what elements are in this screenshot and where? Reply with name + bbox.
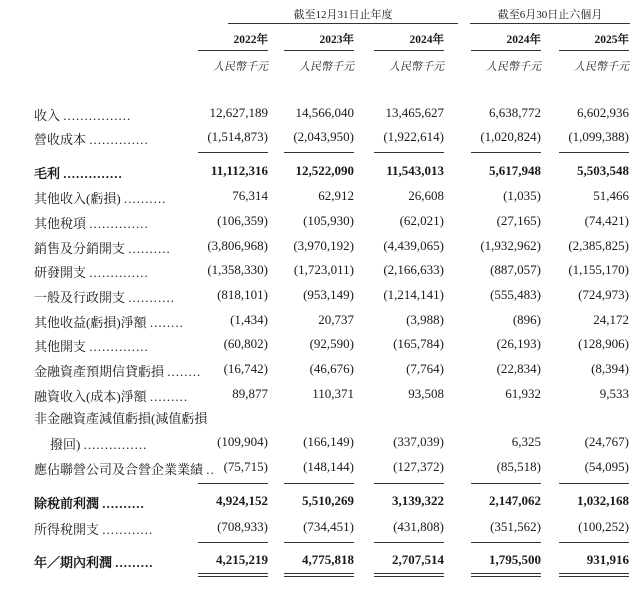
value-cell: (7,764): [406, 361, 444, 376]
value-cell: 14,566,040: [295, 105, 354, 120]
value-cell: 1,795,500: [489, 552, 541, 567]
table-row: [0, 432, 640, 454]
value-cell: 5,510,269: [302, 493, 354, 508]
subtotal-rule: [198, 542, 268, 543]
leader-dots: ........: [149, 315, 184, 330]
subtotal-rule: [284, 542, 354, 543]
table-row: [0, 127, 640, 149]
value-cell: (1,155,170): [568, 262, 629, 277]
value-cell: (106,359): [217, 213, 268, 228]
subtotal-rule: [284, 152, 354, 153]
value-cell: 6,638,772: [489, 105, 541, 120]
year-header: 2024年: [506, 34, 541, 46]
row-label: 撥回) ...............: [50, 437, 148, 452]
year-header-underline: [284, 50, 354, 51]
row-label: 融資收入(成本)淨額 .........: [34, 389, 189, 404]
value-cell: (3,806,968): [207, 238, 268, 253]
value-cell: (8,394): [591, 361, 629, 376]
value-cell: (27,165): [496, 213, 541, 228]
row-label: 所得稅開支 ............: [34, 522, 154, 537]
value-cell: (92,590): [309, 336, 354, 351]
value-cell: (337,039): [393, 434, 444, 449]
year-header-underline: [374, 50, 444, 51]
value-cell: 4,215,219: [216, 552, 268, 567]
table-row: [0, 186, 640, 208]
value-cell: (555,483): [490, 287, 541, 302]
value-cell: (4,439,065): [383, 238, 444, 253]
value-cell: (24,767): [584, 434, 629, 449]
value-cell: 20,737: [318, 312, 354, 327]
leader-dots: ..............: [89, 339, 149, 354]
value-cell: 76,314: [232, 188, 268, 203]
value-cell: 89,877: [232, 386, 268, 401]
header-group-half-line: [470, 23, 630, 24]
value-cell: (1,214,141): [383, 287, 444, 302]
year-header-underline: [471, 50, 541, 51]
header-group-annual: 截至12月31日止年度: [293, 9, 393, 21]
value-cell: 6,325: [511, 434, 541, 449]
table-row: [0, 550, 640, 572]
row-label: 一般及行政開支 ...........: [34, 290, 176, 305]
value-cell: (1,099,388): [568, 129, 629, 144]
row-label: 金融資產預期信貸虧損 ........: [34, 364, 202, 379]
value-cell: 3,139,322: [392, 493, 444, 508]
value-cell: (708,933): [217, 519, 268, 534]
header-group-half: 截至6月30日止六個月: [497, 9, 603, 21]
value-cell: 4,775,818: [302, 552, 354, 567]
subtotal-rule: [198, 483, 268, 484]
row-label: 營收成本 ..............: [34, 132, 149, 147]
table-row: [0, 161, 640, 183]
value-cell: (105,930): [303, 213, 354, 228]
leader-dots: ..............: [89, 216, 149, 231]
table-row: [0, 457, 640, 479]
value-cell: (128,906): [578, 336, 629, 351]
subtotal-rule: [471, 152, 541, 153]
leader-dots: ........: [167, 364, 202, 379]
value-cell: (734,451): [303, 519, 354, 534]
row-label: 毛利 ..............: [34, 166, 123, 181]
value-cell: 4,924,152: [216, 493, 268, 508]
value-cell: (26,193): [496, 336, 541, 351]
double-underline: [374, 573, 444, 577]
value-cell: 11,543,013: [386, 163, 444, 178]
table-row: [0, 359, 640, 381]
row-label: 其他開支 ..............: [34, 339, 149, 354]
value-cell: (62,021): [399, 213, 444, 228]
table-row: [0, 406, 640, 428]
value-cell: 93,508: [408, 386, 444, 401]
value-cell: 6,602,936: [577, 105, 629, 120]
value-cell: (1,723,011): [293, 262, 354, 277]
leader-dots: .........: [149, 389, 189, 404]
value-cell: (351,562): [490, 519, 541, 534]
double-underline: [284, 573, 354, 577]
subtotal-rule: [559, 483, 629, 484]
value-cell: (109,904): [217, 434, 268, 449]
value-cell: (75,715): [223, 459, 268, 474]
value-cell: (953,149): [303, 287, 354, 302]
subtotal-rule: [559, 152, 629, 153]
value-cell: 2,147,062: [489, 493, 541, 508]
double-underline: [198, 573, 268, 577]
value-cell: 9,533: [599, 386, 629, 401]
double-underline: [471, 573, 541, 577]
leader-dots: ................: [63, 108, 132, 123]
value-cell: 110,371: [312, 386, 354, 401]
value-cell: 2,707,514: [392, 552, 444, 567]
value-cell: 26,608: [408, 188, 444, 203]
value-cell: (85,518): [496, 459, 541, 474]
table-row: [0, 236, 640, 258]
subtotal-rule: [284, 483, 354, 484]
leader-dots: ..........: [128, 241, 171, 256]
value-cell: (1,020,824): [480, 129, 541, 144]
value-cell: (3,988): [406, 312, 444, 327]
value-cell: (3,970,192): [293, 238, 354, 253]
value-cell: (1,358,330): [207, 262, 268, 277]
value-cell: (74,421): [584, 213, 629, 228]
table-row: [0, 285, 640, 307]
subtotal-rule: [559, 542, 629, 543]
row-label: 除稅前利潤 ..........: [34, 496, 145, 511]
value-cell: 11,112,316: [210, 163, 268, 178]
year-header: 2023年: [319, 34, 354, 46]
subtotal-rule: [374, 542, 444, 543]
row-label: 非金融資產減值虧損(減值虧損: [34, 411, 208, 426]
table-row: [0, 334, 640, 356]
row-label: 年／期內利潤 .........: [34, 555, 154, 570]
value-cell: 51,466: [593, 188, 629, 203]
leader-dots: ..: [206, 462, 215, 477]
subtotal-rule: [471, 483, 541, 484]
row-label: 收入 ................: [34, 108, 132, 123]
value-cell: 5,503,548: [577, 163, 629, 178]
leader-dots: ..............: [63, 166, 123, 181]
year-header-underline: [198, 50, 268, 51]
leader-dots: ..........: [123, 191, 167, 206]
row-label: 其他稅項 ..............: [34, 216, 149, 231]
value-cell: (148,144): [303, 459, 354, 474]
value-cell: 12,522,090: [295, 163, 354, 178]
table-row: [0, 103, 640, 125]
value-cell: (431,808): [393, 519, 444, 534]
year-header: 2022年: [233, 34, 268, 46]
subtotal-rule: [374, 152, 444, 153]
value-cell: (818,101): [217, 287, 268, 302]
leader-dots: ...............: [83, 437, 148, 452]
value-cell: 61,932: [505, 386, 541, 401]
value-cell: (724,973): [578, 287, 629, 302]
value-cell: (16,742): [223, 361, 268, 376]
value-cell: 1,032,168: [577, 493, 629, 508]
value-cell: (1,434): [230, 312, 268, 327]
subtotal-rule: [471, 542, 541, 543]
unit-label: 人民幣千元: [299, 61, 354, 73]
row-label: 研發開支 ..............: [34, 265, 149, 280]
table-row: [0, 310, 640, 332]
value-cell: (165,784): [393, 336, 444, 351]
leader-dots: ..............: [89, 265, 149, 280]
value-cell: (1,922,614): [383, 129, 444, 144]
double-underline: [559, 573, 629, 577]
value-cell: 13,465,627: [385, 105, 444, 120]
value-cell: 62,912: [318, 188, 354, 203]
row-label: 其他收入(虧損) ..........: [34, 191, 167, 206]
value-cell: (54,095): [584, 459, 629, 474]
subtotal-rule: [374, 483, 444, 484]
table-row: [0, 211, 640, 233]
leader-dots: .........: [115, 555, 154, 570]
leader-dots: ..........: [102, 496, 145, 511]
table-row: [0, 517, 640, 539]
value-cell: (127,372): [393, 459, 444, 474]
unit-label: 人民幣千元: [389, 61, 444, 73]
unit-label: 人民幣千元: [574, 61, 629, 73]
table-row: [0, 260, 640, 282]
year-header: 2024年: [409, 34, 444, 46]
value-cell: (60,802): [223, 336, 268, 351]
value-cell: (166,149): [303, 434, 354, 449]
value-cell: (2,385,825): [568, 238, 629, 253]
unit-label: 人民幣千元: [486, 61, 541, 73]
value-cell: (887,057): [490, 262, 541, 277]
row-label: 其他收益(虧損)淨額 ........: [34, 315, 184, 330]
subtotal-rule: [198, 152, 268, 153]
leader-dots: ...........: [128, 290, 176, 305]
value-cell: (46,676): [309, 361, 354, 376]
value-cell: (2,043,950): [293, 129, 354, 144]
value-cell: (1,932,962): [480, 238, 541, 253]
leader-dots: ............: [102, 522, 154, 537]
value-cell: (1,514,873): [207, 129, 268, 144]
value-cell: 931,916: [586, 552, 629, 567]
value-cell: (1,035): [503, 188, 541, 203]
value-cell: (100,252): [578, 519, 629, 534]
value-cell: (896): [512, 312, 541, 327]
year-header: 2025年: [594, 34, 629, 46]
value-cell: 12,627,189: [209, 105, 268, 120]
unit-label: 人民幣千元: [213, 61, 268, 73]
table-row: [0, 491, 640, 513]
year-header-underline: [559, 50, 629, 51]
row-label: 應佔聯營公司及合營企業業績 ..: [34, 462, 215, 477]
value-cell: (2,166,633): [383, 262, 444, 277]
leader-dots: ..............: [89, 132, 149, 147]
value-cell: (22,834): [496, 361, 541, 376]
value-cell: 24,172: [593, 312, 629, 327]
value-cell: 5,617,948: [489, 163, 541, 178]
table-row: [0, 384, 640, 406]
header-group-annual-line: [228, 23, 458, 24]
row-label: 銷售及分銷開支 ..........: [34, 241, 171, 256]
